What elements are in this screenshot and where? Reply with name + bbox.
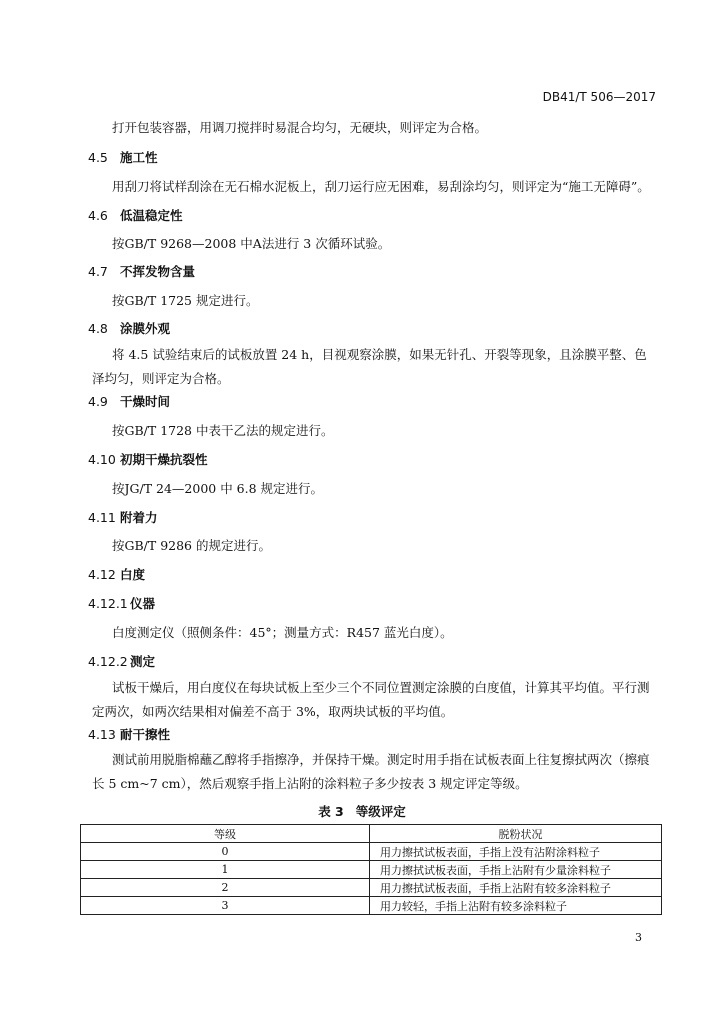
section-4-5-body: 用刮刀将试样刮涂在无石棉水泥板上，刮刀运行应无困难，易刮涂均匀，则评定为“施工无障碍”。 [112,179,650,194]
intro-paragraph: 打开包装容器，用调刀搅拌时易混合均匀，无硬块，则评定为合格。 [112,120,488,135]
table-row [81,843,662,861]
table-header-row [81,825,662,843]
section-number: 4.12 [88,567,116,582]
section-number: 4.6 [88,208,108,223]
grade-cell: 0 [81,843,370,861]
page-number: 3 [635,931,642,944]
section-title: 耐干擦性 [120,727,171,742]
section-4-8-heading [88,319,170,337]
section-4-12-2-heading [88,652,155,670]
section-number: 4.7 [88,264,108,279]
table-row [81,861,662,879]
section-4-12-1-heading [88,594,155,612]
chalking-cell: 用力擦拭试板表面，手指上没有沾附涂料粒子 [370,843,662,861]
section-title: 施工性 [120,150,158,165]
section-number: 4.10 [88,452,116,467]
section-title: 仪器 [130,596,156,611]
grade-cell: 2 [81,879,370,897]
section-4-8-body: 将 4.5 试验结束后的试板放置 24 h，目视观察涂膜，如果无针孔、开裂等现象，且涂膜平整、色泽均匀，则评定为合格。 [92,347,647,386]
section-title: 低温稳定性 [120,208,183,223]
section-4-5-heading [88,148,158,166]
section-4-12-2-body: 试板干燥后，用白度仪在每块试板上至少三个不同位置测定涂膜的白度值，计算其平均值。平行测定两次，如两次结果相对偏差不高于 3%，取两块试板的平均值。 [92,680,650,719]
table-label: 表 3 [318,804,344,819]
chalking-cell: 用力较轻，手指上沾附有较多涂料粒子 [370,897,662,915]
section-number: 4.5 [88,150,108,165]
section-title: 测定 [130,654,156,669]
section-title: 初期干燥抗裂性 [120,452,208,467]
section-4-9-heading [88,392,170,410]
chalking-cell: 用力擦拭试板表面，手指上沾附有少量涂料粒子 [370,861,662,879]
section-4-11-body: 按GB/T 9286 的规定进行。 [112,538,271,553]
section-4-7-heading [88,262,195,280]
section-title: 干燥时间 [120,394,171,409]
chalking-cell: 用力擦拭试板表面，手指上沾附有较多涂料粒子 [370,879,662,897]
table-row [81,879,662,897]
section-number: 4.9 [88,394,108,409]
grade-table [80,824,662,915]
column-header-chalking: 脱粉状况 [370,825,662,843]
column-header-grade: 等级 [81,825,370,843]
section-number: 4.12.1 [88,596,128,611]
section-4-13-body: 测试前用脱脂棉蘸乙醇将手指擦净，并保持干燥。测定时用手指在试板表面上往复擦拭两次（擦痕长 5 cm~7 cm），然后观察手指上沾附的涂料粒子多少按表 3 规定评定等级。 [92,752,650,791]
section-4-11-heading [88,508,158,526]
section-title: 涂膜外观 [120,321,171,336]
section-number: 4.8 [88,321,108,336]
grade-cell: 1 [81,861,370,879]
table-row [81,897,662,915]
section-title: 白度 [120,567,146,582]
section-4-6-heading [88,206,183,224]
section-4-7-body: 按GB/T 1725 规定进行。 [112,293,259,308]
section-number: 4.13 [88,727,116,742]
table-3-caption [0,802,724,820]
section-title: 不挥发物含量 [120,264,196,279]
section-4-13-heading [88,725,170,743]
grade-cell: 3 [81,897,370,915]
table-title: 等级评定 [355,804,406,819]
section-4-12-1-body: 白度测定仪（照侧条件：45°；测量方式：R457 蓝光白度）。 [112,625,453,640]
document-code: DB41/T 506—2017 [542,90,656,104]
section-4-10-heading [88,450,208,468]
section-title: 附着力 [120,510,158,525]
section-4-10-body: 按JG/T 24—2000 中 6.8 规定进行。 [112,481,324,496]
section-number: 4.12.2 [88,654,128,669]
section-4-6-body: 按GB/T 9268—2008 中A法进行 3 次循环试验。 [112,236,391,251]
section-4-9-body: 按GB/T 1728 中表干乙法的规定进行。 [112,423,334,438]
section-number: 4.11 [88,510,116,525]
section-4-12-heading [88,565,145,583]
